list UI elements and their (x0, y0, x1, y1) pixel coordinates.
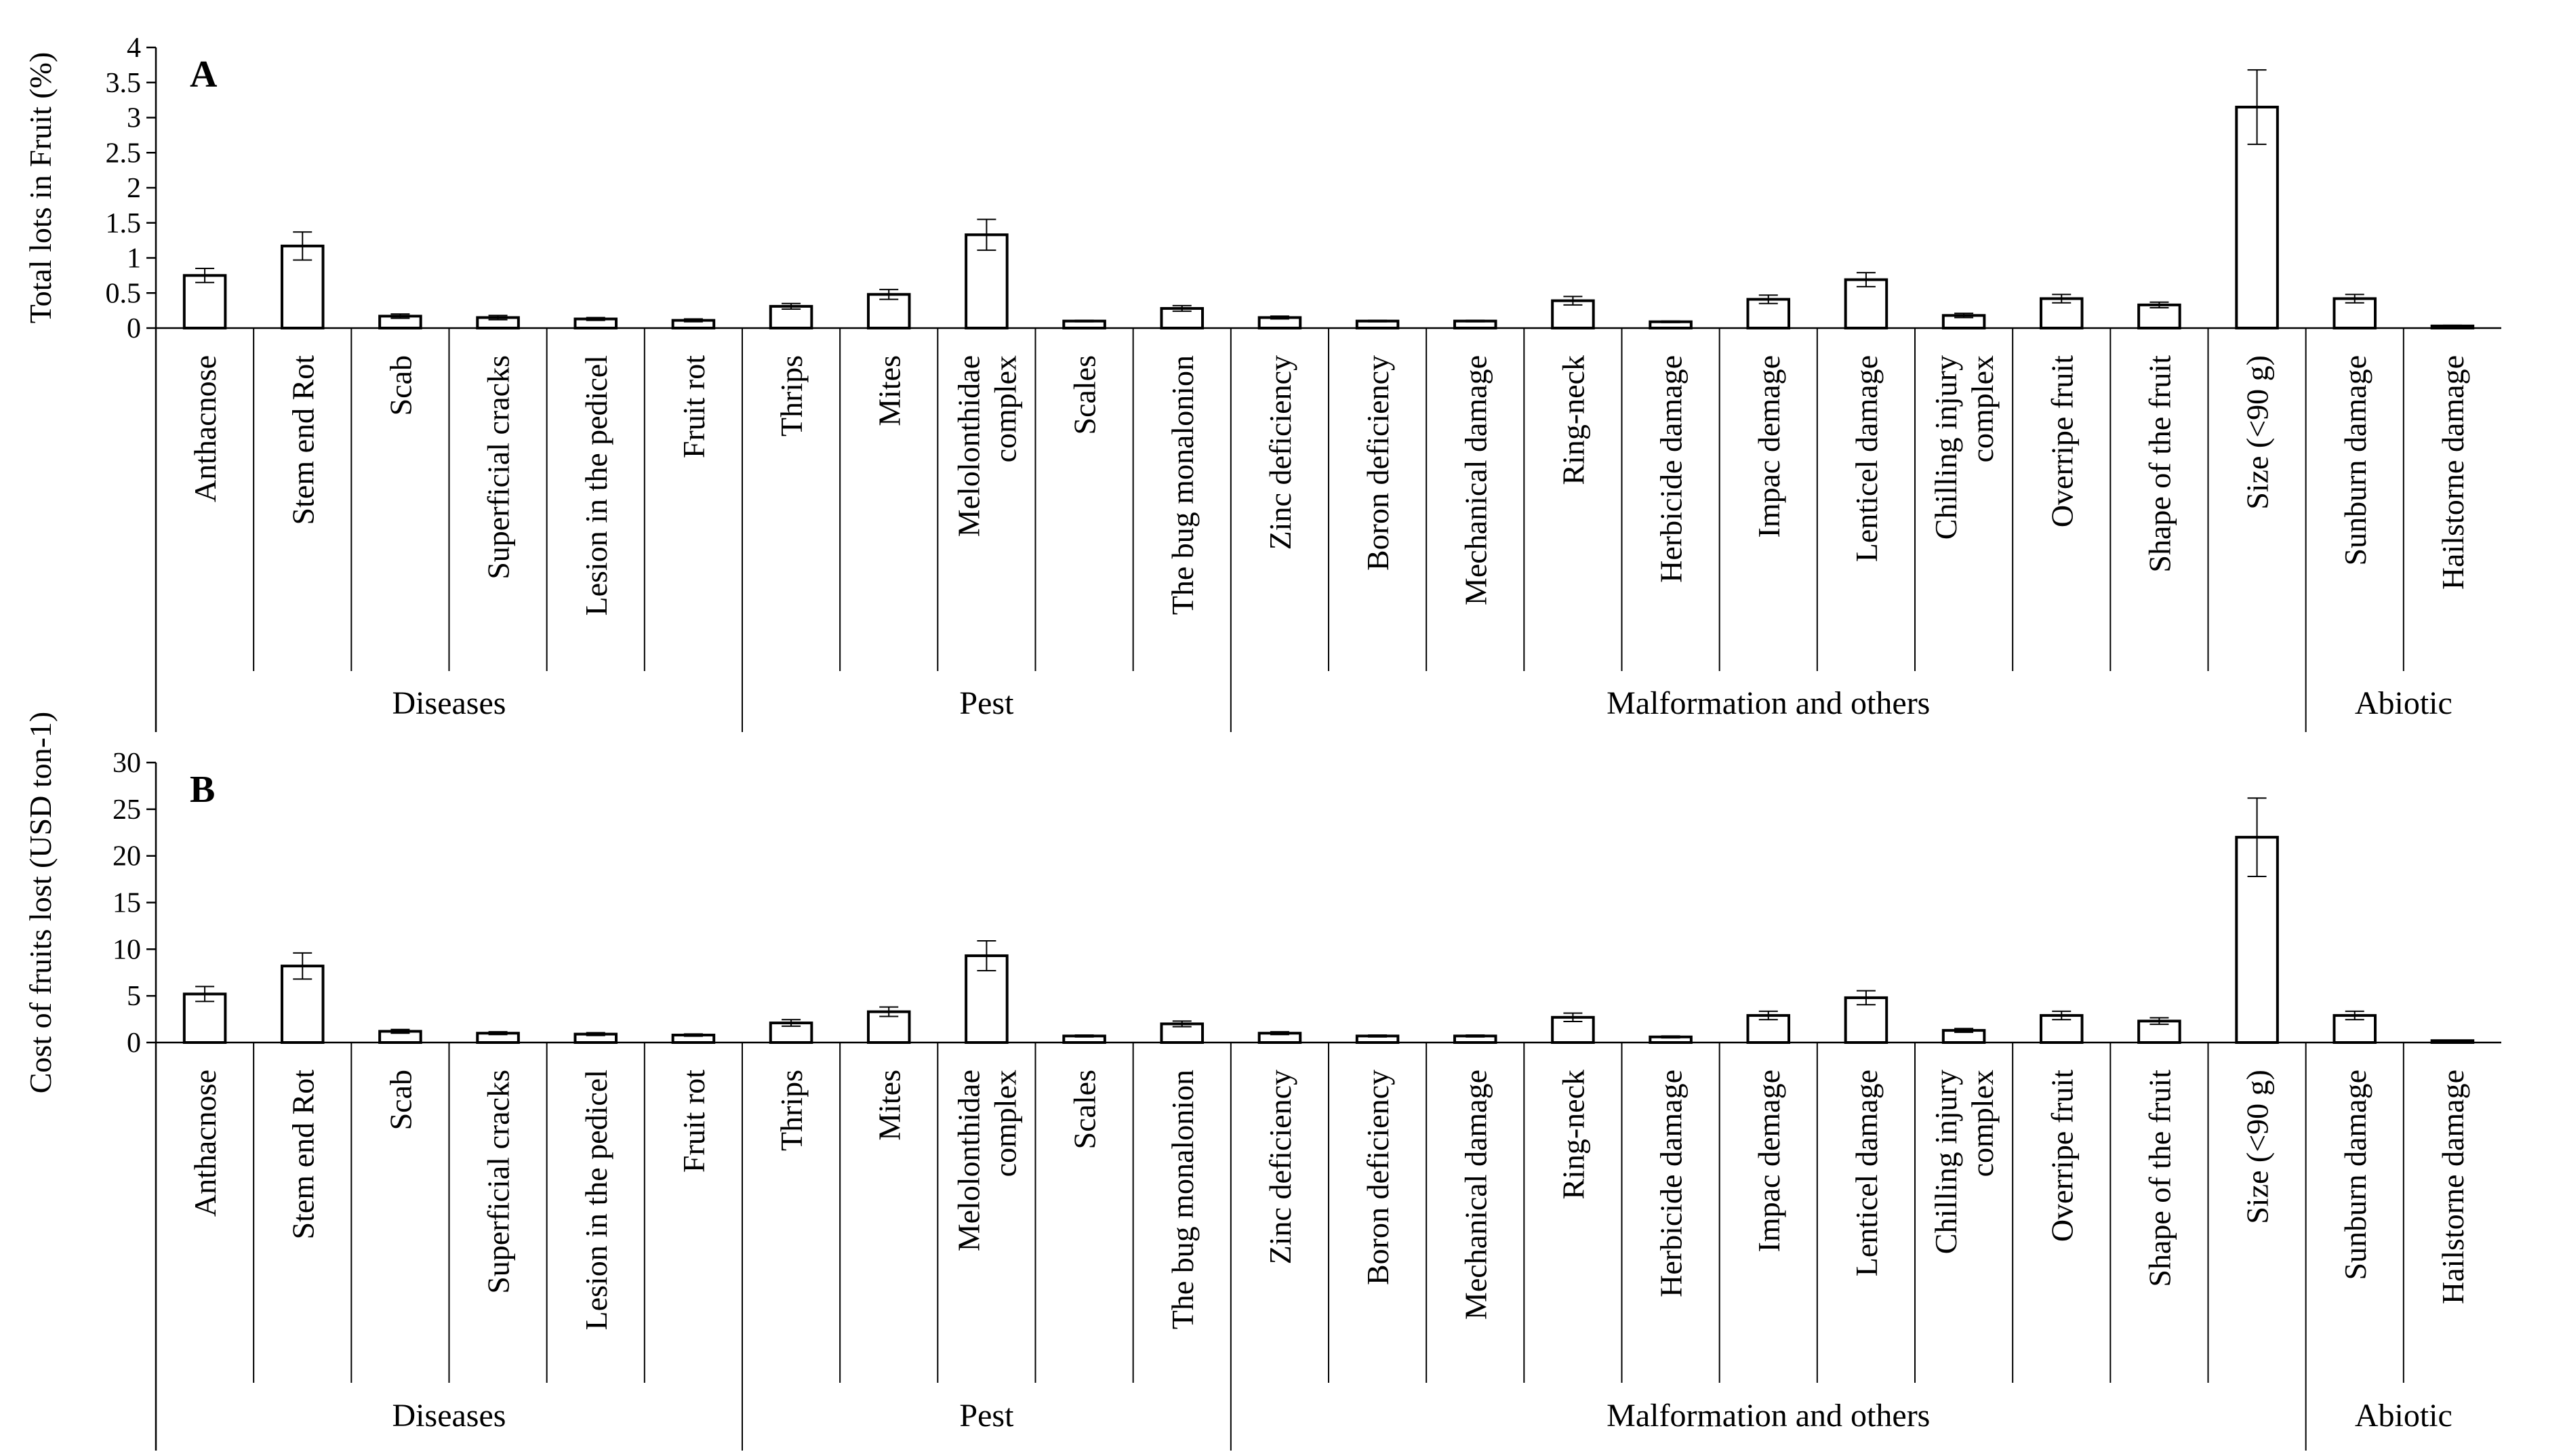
category-label (872, 1070, 906, 1141)
category-label-line: Scab (383, 1070, 418, 1131)
group-label: Abiotic (2354, 1398, 2452, 1434)
category-label-line: Overripe fruit (2044, 1070, 2080, 1242)
y-tick-label: 2 (127, 173, 141, 204)
category-label-line: Overripe fruit (2044, 355, 2080, 528)
category-label (1928, 355, 2000, 540)
y-tick-label: 3.5 (105, 67, 141, 99)
category-label (2044, 355, 2079, 527)
category-label-line: Lesion in the pedicel (578, 355, 613, 616)
category-label-line: Boron deficiency (1360, 1070, 1396, 1286)
category-label (188, 1070, 222, 1217)
category-label (951, 1070, 1022, 1251)
category-label (579, 355, 613, 616)
y-tick-label: 1 (127, 243, 141, 275)
category-label (2436, 355, 2470, 590)
category-label (1165, 355, 1200, 615)
group-label: Malformation and others (1607, 1398, 1931, 1434)
category-label (1068, 355, 1102, 435)
category-label-line: Shape of the fruit (2142, 355, 2177, 573)
category-label-line: Fruit rot (676, 1070, 711, 1173)
category-label-line: Sunburn damage (2337, 355, 2372, 566)
category-label-line: Lenticel damage (1849, 1070, 1884, 1277)
group-label: Abiotic (2354, 685, 2452, 721)
group-label: Pest (959, 685, 1014, 721)
category-label (2240, 355, 2275, 510)
category-label-line: Superficial cracks (481, 1070, 516, 1294)
category-label (774, 355, 809, 437)
category-label-line: Zinc deficiency (1262, 355, 1297, 550)
category-label-line: The bug monalonion (1165, 1070, 1200, 1330)
category-label (383, 355, 418, 416)
category-label-line: Hailstorne damage (2435, 1070, 2470, 1305)
y-tick-label: 1.5 (105, 207, 141, 239)
category-label (1458, 355, 1493, 605)
category-label (676, 355, 711, 458)
category-label (188, 355, 222, 502)
panel-a (23, 33, 2501, 732)
y-tick-label: 0 (127, 313, 141, 344)
y-tick-label: 25 (113, 794, 141, 826)
group-label: Diseases (392, 1398, 506, 1434)
category-label (1752, 1070, 1786, 1252)
category-label-line: complex (988, 1070, 1023, 1177)
category-label-line: Superficial cracks (481, 355, 516, 580)
category-label (1654, 355, 1689, 583)
category-label-line: Impac demage (1751, 355, 1786, 538)
category-label (1165, 1070, 1200, 1329)
category-label-line: Lenticel damage (1849, 355, 1884, 563)
category-label (1263, 1070, 1297, 1264)
category-label (2436, 1070, 2470, 1304)
category-label (1556, 355, 1590, 485)
category-label-line: The bug monalonion (1165, 355, 1200, 615)
category-label (2142, 1070, 2177, 1287)
category-label (1068, 1070, 1102, 1150)
category-label-line: Thrips (774, 355, 809, 437)
category-label (1263, 355, 1297, 550)
category-label-line: Scab (383, 355, 418, 416)
category-label (2044, 1070, 2079, 1242)
category-label-line: Fruit rot (676, 355, 711, 459)
category-label (1849, 1070, 1884, 1276)
category-label-line: Melolonthidae (951, 355, 986, 538)
category-label-line: Impac demage (1751, 1070, 1786, 1253)
category-label (1458, 1070, 1493, 1320)
bar (184, 275, 226, 328)
group-label: Malformation and others (1607, 685, 1931, 721)
category-label (1928, 1070, 2000, 1254)
group-label: Pest (959, 1398, 1014, 1434)
y-tick-label: 30 (113, 748, 141, 779)
y-tick-label: 3 (127, 102, 141, 134)
y-tick-label: 20 (113, 841, 141, 872)
category-label (1849, 355, 1884, 562)
category-label (951, 355, 1022, 537)
category-label-line: Chilling injury (1928, 355, 1964, 540)
category-label (1752, 355, 1786, 538)
category-label (285, 1070, 320, 1240)
category-label (579, 1070, 613, 1331)
category-label-line: Anthacnose (188, 355, 223, 503)
category-label-line: complex (1965, 1070, 2000, 1177)
y-axis-label: Total lots in Fruit (%) (23, 52, 58, 324)
panel-letter: B (190, 769, 216, 811)
category-label-line: Mechanical damage (1458, 355, 1493, 606)
category-label-line: complex (1965, 355, 2000, 463)
category-label-line: Melolonthidae (951, 1070, 986, 1252)
category-label (676, 1070, 711, 1173)
category-label-line: Scales (1067, 1070, 1102, 1150)
y-tick-label: 10 (113, 934, 141, 966)
category-label (2338, 355, 2372, 565)
category-label-line: Boron deficiency (1360, 355, 1396, 571)
category-label-line: Size (<90 g) (2240, 355, 2275, 510)
category-label-line: Chilling injury (1928, 1070, 1964, 1255)
category-label-line: Stem end Rot (285, 1070, 321, 1240)
category-label (481, 355, 516, 580)
category-label-line: Size (<90 g) (2240, 1070, 2275, 1224)
panel-b (23, 712, 2501, 1451)
y-tick-label: 2.5 (105, 138, 141, 169)
category-label-line: Mites (872, 355, 907, 426)
category-label (1360, 355, 1395, 571)
category-label (2240, 1070, 2275, 1224)
y-tick-label: 0.5 (105, 278, 141, 310)
panel-letter: A (190, 54, 218, 96)
category-label (1654, 1070, 1689, 1297)
category-label (872, 355, 906, 426)
category-label-line: Mites (872, 1070, 907, 1141)
y-tick-label: 4 (127, 33, 141, 64)
category-label-line: Ring-neck (1556, 355, 1591, 485)
category-label (383, 1070, 418, 1130)
category-label-line: complex (988, 355, 1023, 463)
category-label-line: Herbicide damage (1653, 355, 1689, 583)
category-label (1556, 1070, 1590, 1200)
category-label-line: Herbicide damage (1653, 1070, 1689, 1297)
category-label-line: Ring-neck (1556, 1070, 1591, 1200)
category-label-line: Mechanical damage (1458, 1070, 1493, 1320)
category-label-line: Anthacnose (188, 1070, 223, 1217)
y-tick-label: 5 (127, 981, 141, 1013)
category-label (481, 1070, 516, 1294)
category-label-line: Hailstorne damage (2435, 355, 2470, 590)
category-label-line: Scales (1067, 355, 1102, 435)
category-label (2338, 1070, 2372, 1280)
group-label: Diseases (392, 685, 506, 721)
category-label (1360, 1070, 1395, 1285)
y-tick-label: 0 (127, 1028, 141, 1059)
category-label-line: Zinc deficiency (1262, 1070, 1297, 1265)
category-label-line: Lesion in the pedicel (578, 1070, 613, 1331)
category-label-line: Shape of the fruit (2142, 1070, 2177, 1287)
category-label (774, 1070, 809, 1151)
category-label (2142, 355, 2177, 573)
category-label-line: Thrips (774, 1070, 809, 1152)
category-label-line: Sunburn damage (2337, 1070, 2372, 1280)
category-label-line: Stem end Rot (285, 355, 321, 525)
category-label (285, 355, 320, 525)
y-axis-label: Cost of fruits lost (USD ton-1) (23, 711, 58, 1094)
y-tick-label: 15 (113, 887, 141, 919)
